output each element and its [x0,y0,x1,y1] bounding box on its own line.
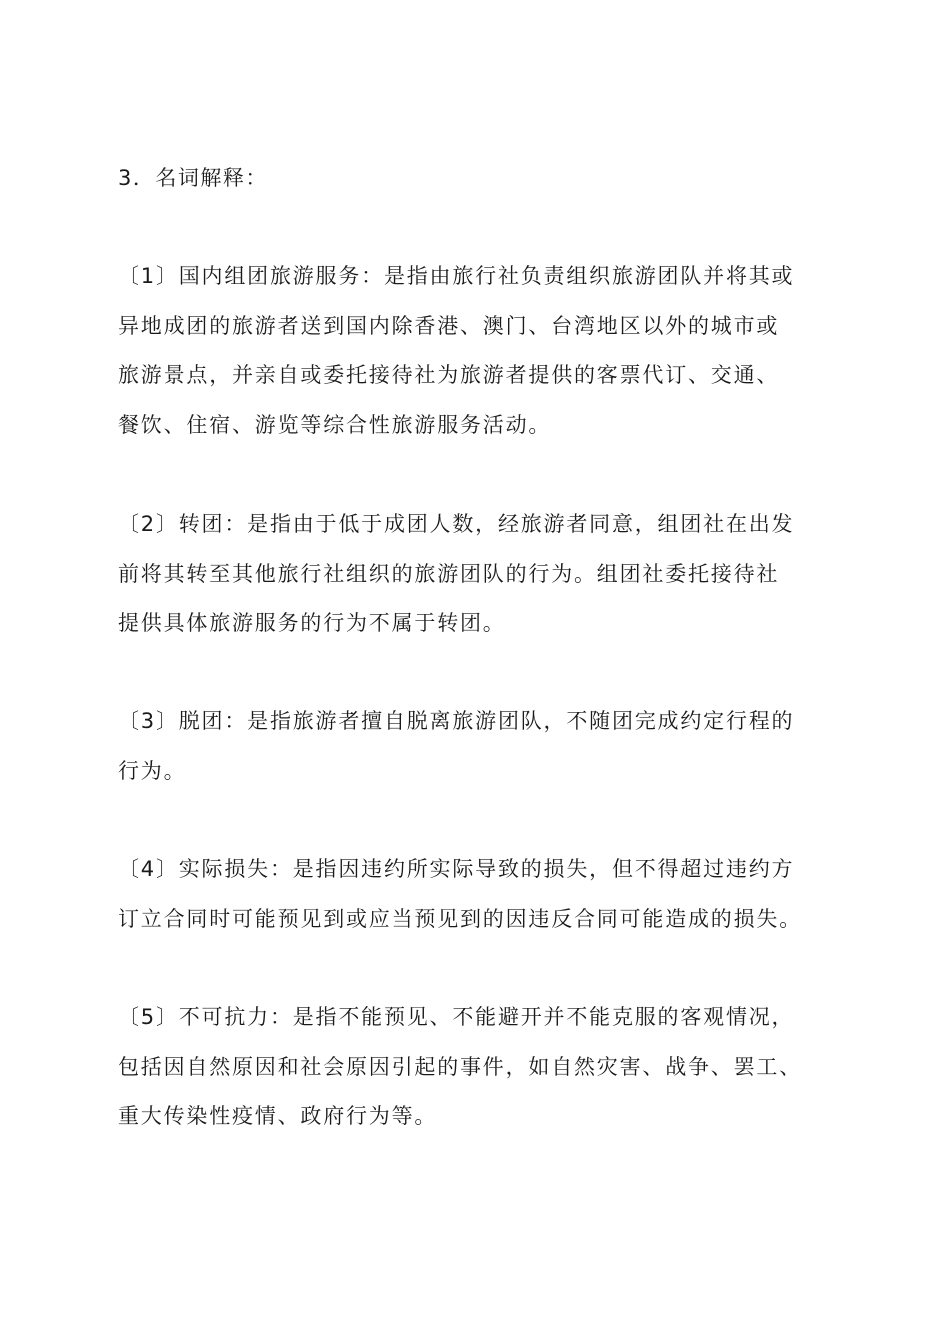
paragraph-line: 订立合同时可能预见到或应当预见到的因违反合同可能造成的损失。 [118,906,802,931]
section-heading: 3．名词解释： [118,166,268,190]
definition-paragraph-4 [118,845,802,944]
paragraph-line: 〔1〕国内组团旅游服务：是指由旅行社负责组织旅游团队并将其或 [118,264,795,288]
definition-paragraph-2 [118,500,794,649]
paragraph-line: 餐饮、住宿、游览等综合性旅游服务活动。 [118,412,552,437]
paragraph-line: 重大传染性疫情、政府行为等。 [118,1104,438,1128]
paragraph-line: 〔2〕转团：是指由于低于成团人数，经旅游者同意，组团社在出发 [118,512,795,536]
definition-paragraph-1 [118,252,794,450]
paragraph-line: 提供具体旅游服务的行为不属于转团。 [118,611,506,635]
paragraph-line: 〔4〕实际损失：是指因违约所实际导致的损失，但不得超过违约方 [118,857,795,881]
paragraph-line: 异地成团的旅游者送到国内除香港、澳门、台湾地区以外的城市或 [118,313,780,338]
definition-paragraph-3 [118,697,794,796]
definition-paragraph-5 [118,993,802,1142]
paragraph-line: 〔3〕脱团：是指旅游者擅自脱离旅游团队，不随团完成约定行程的 [118,709,795,733]
paragraph-line: 前将其转至其他旅行社组织的旅游团队的行为。组团社委托接待社 [118,561,780,586]
paragraph-line: 行为。 [118,758,187,783]
paragraph-line: 旅游景点，并亲自或委托接待社为旅游者提供的客票代订、交通、 [118,363,780,387]
paragraph-line: 〔5〕不可抗力：是指不能预见、不能避开并不能克服的客观情况， [118,1005,795,1029]
paragraph-line: 包括因自然原因和社会原因引起的事件，如自然灾害、战争、罢工、 [118,1054,802,1079]
